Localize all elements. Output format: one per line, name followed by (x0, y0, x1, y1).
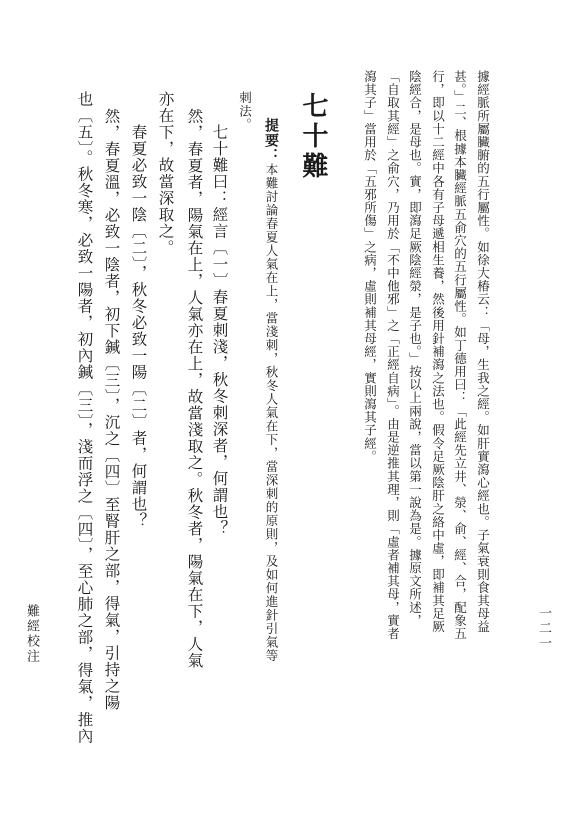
note-line: 瀉其子」當用於「五邪所傷」之病，虛則補其母經，實則瀉其子經。 (362, 70, 378, 463)
page-number: 一二一 (536, 606, 551, 651)
note-line: 據經脈所屬臟腑的五行屬性。如徐大椿云：「母，生我之經。如肝實瀉心經也。子氣衰則食其母益 (475, 70, 491, 634)
main-text-line: 然，春夏溫，必致一陰者，初下鍼〔三〕，沉之〔四〕至腎肝之部，得氣，引持之陽 (102, 108, 121, 711)
summary-label: 提要： (263, 118, 279, 163)
note-line: 「自取其經」之俞穴，乃用於「不中他邪」之「正經自病」。由是逆推其理，則「虛者補其母，實者 (385, 70, 401, 641)
summary-text: 本難討論春夏人氣在上，當淺刺，秋冬人氣在下，當深刺的原則，及如何進針引氣等 (264, 163, 279, 663)
running-title: 難經校注 (24, 604, 39, 664)
main-text-line: 七十難曰：經言〔一〕春夏刺淺，秋冬刺深者，何謂也？ (210, 124, 229, 537)
main-text-line: 然，春夏者，陽氣在上，人氣亦在上，故當淺取之。秋冬者，陽氣在下，人氣 (185, 108, 204, 669)
note-line: 行，即以十二經中各有子母遞相生養，然後用針補瀉之法也。假令足厥陰肝之絡中虛，即補其足厥 (430, 70, 446, 634)
summary-line (264, 118, 278, 663)
main-text-line: 也〔五〕。秋冬寒，必致一陽者，初內鍼〔三〕，淺而浮之〔四〕，至心肺之部，得氣，推內 (75, 91, 94, 745)
chapter-heading: 七十難 (298, 92, 328, 182)
summary-line: 刺法。 (237, 91, 253, 132)
note-line: 甚。」二、根據本臟經脈五俞穴的五行屬性。如丁德用曰：「此經先立井、滎、俞、經、合，配象五 (452, 70, 468, 641)
note-line: 陰經合，是母也。實，即瀉足厥陰經滎，是子也。」按以上兩說，當以第一說為是。據原文所述， (407, 70, 423, 628)
main-text-line: 春夏必致一陰〔二〕，秋冬必致一陽〔二〕者，何謂也？ (129, 124, 148, 529)
main-text-line: 亦在下，故當深取之。 (156, 91, 175, 256)
